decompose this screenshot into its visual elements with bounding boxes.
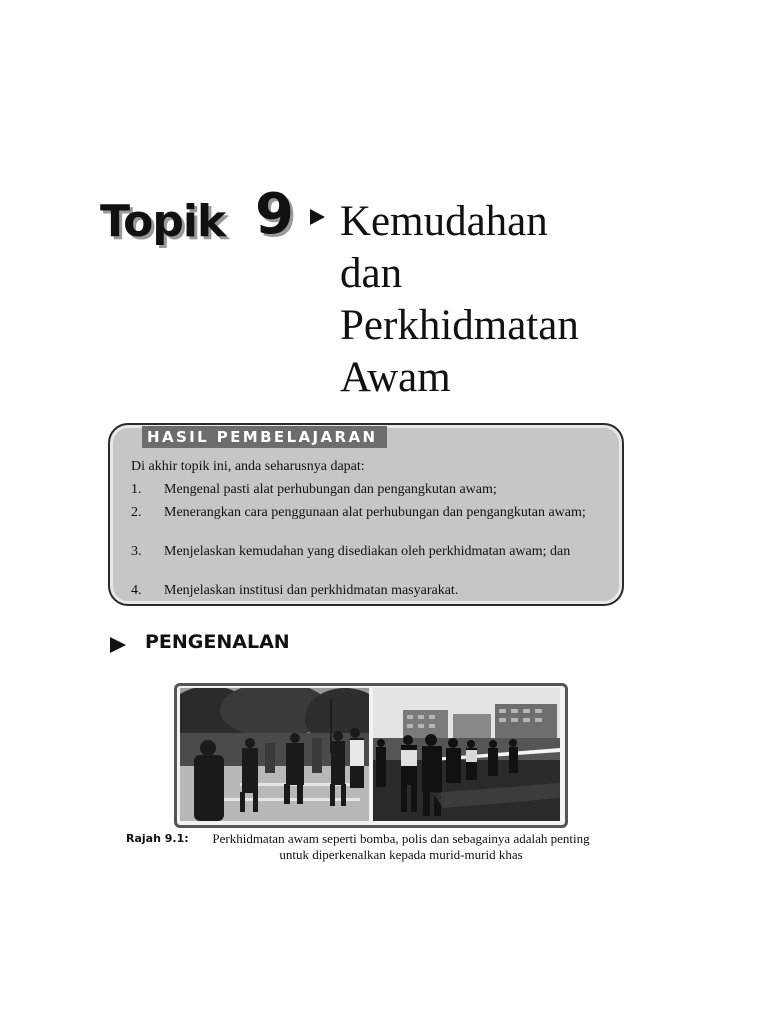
title-arrow-icon xyxy=(310,209,325,225)
figure-caption xyxy=(186,831,616,863)
outcome-text: Menerangkan cara penggunaan alat perhubungan dan pengangkutan awam; xyxy=(164,505,586,520)
figure-caption-line: untuk diperkenalkan kepada murid-murid khas xyxy=(279,847,523,862)
topic-title xyxy=(340,196,579,404)
topic-title-line: Perkhidmatan xyxy=(340,302,579,349)
figure-label-separator: : xyxy=(184,832,189,845)
outcome-number: 1. xyxy=(131,482,142,497)
section-arrow-icon xyxy=(110,637,126,653)
outcome-text: Mengenal pasti alat perhubungan dan pengangkutan awam; xyxy=(164,482,497,497)
figure-caption-label xyxy=(126,832,189,845)
outcome-number: 3. xyxy=(131,544,142,559)
photo-rescue-scene xyxy=(373,688,560,821)
outcome-number: 2. xyxy=(131,505,142,520)
outcome-text: Menjelaskan institusi dan perkhidmatan masyarakat. xyxy=(164,583,459,598)
topic-title-line: Kemudahan xyxy=(340,198,548,245)
figure-caption-line: Perkhidmatan awam seperti bomba, polis dan sebagainya adalah penting xyxy=(212,831,590,846)
topic-title-line: dan xyxy=(340,250,403,297)
topic-number: 9 xyxy=(255,182,294,247)
topic-word: Topik xyxy=(100,196,226,247)
outcome-text: Menjelaskan kemudahan yang disediakan oleh perkhidmatan awam; dan xyxy=(164,544,571,559)
topic-title-line: Awam xyxy=(340,354,451,401)
photo-police-scene xyxy=(180,688,369,821)
outcome-number: 4. xyxy=(131,583,142,598)
learning-outcomes-label: HASIL PEMBELAJARAN xyxy=(142,426,387,448)
learning-outcomes-intro: Di akhir topik ini, anda seharusnya dapat: xyxy=(131,459,365,474)
figure-label: Rajah 9.1 xyxy=(126,832,185,845)
section-heading: PENGENALAN xyxy=(145,631,290,653)
